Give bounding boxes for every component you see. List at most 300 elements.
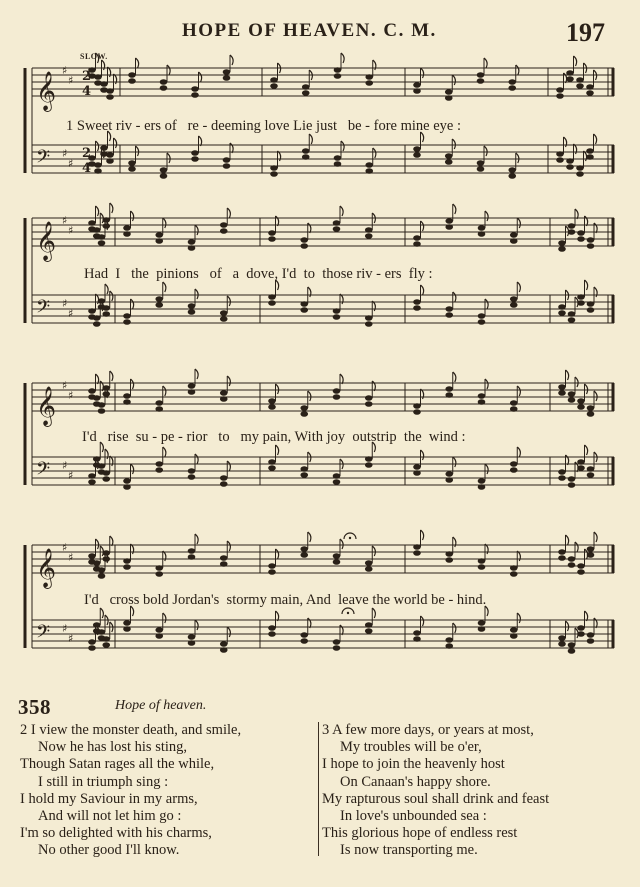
note-head [508, 167, 516, 173]
verse-line: 2 I view the monster death, and smile, [20, 722, 242, 738]
verse-line: I still in triumph sing : [38, 773, 169, 790]
note-head [365, 74, 373, 80]
note-head [220, 222, 228, 228]
note-head [268, 404, 276, 410]
note-head [223, 69, 231, 75]
sharp-icon: ♯ [62, 214, 68, 227]
note-head [510, 406, 518, 412]
note-head [558, 555, 566, 561]
note-head [300, 638, 308, 644]
note-head [302, 84, 310, 90]
note-head [88, 553, 96, 559]
note-head [123, 225, 131, 231]
note-head [98, 463, 106, 469]
note-head [568, 223, 576, 229]
time-signature: 2 [82, 69, 92, 84]
note-head [191, 150, 199, 156]
note-head [556, 93, 564, 99]
note-head [508, 79, 516, 85]
treble-clef-icon: 𝄞 [36, 71, 57, 111]
note-head [94, 162, 102, 168]
note-head [477, 160, 485, 166]
note-head [128, 72, 136, 78]
note-head [477, 78, 485, 84]
note-head [576, 83, 584, 89]
note-head [300, 307, 308, 313]
note-head [365, 168, 373, 174]
note-head [478, 313, 486, 319]
note-head [576, 77, 584, 83]
time-signature: 4 [82, 84, 92, 99]
note-head [365, 395, 373, 401]
note-head [577, 569, 585, 575]
note-head [155, 461, 163, 467]
note-head [576, 165, 584, 171]
note-head [413, 82, 421, 88]
note-head [188, 640, 196, 646]
note-head [510, 461, 518, 467]
lyric-line-4: I'd cross bold Jordan's stormy main, And leave the world be - hind. [84, 592, 487, 608]
note-head [94, 74, 102, 80]
note-head [577, 230, 585, 236]
note-head [558, 475, 566, 481]
note-head [155, 571, 163, 577]
sharp-icon: ♯ [68, 469, 74, 482]
note-head [365, 456, 373, 462]
sharp-icon: ♯ [68, 389, 74, 402]
verse-line: Now he has lost his sting, [38, 739, 188, 756]
note-head [302, 154, 310, 160]
sharp-icon: ♯ [68, 74, 74, 87]
note-head [556, 157, 564, 163]
note-head [155, 238, 163, 244]
note-head [268, 459, 276, 465]
note-head [188, 634, 196, 640]
sharp-icon: ♯ [68, 307, 74, 320]
note-head [568, 642, 576, 648]
note-head [106, 152, 114, 158]
note-head [333, 645, 341, 651]
note-head [587, 552, 595, 558]
note-head [478, 564, 486, 570]
sharp-icon: ♯ [62, 459, 68, 472]
lyric-line-2: Had I the pinions of a dove, I'd to those riv - ers fly : [84, 266, 433, 282]
note-head [586, 90, 594, 96]
note-head [478, 626, 486, 632]
note-head [188, 554, 196, 560]
note-head [577, 459, 585, 465]
note-head [268, 563, 276, 569]
note-head [102, 385, 110, 391]
note-head [333, 226, 341, 232]
sharp-icon: ♯ [68, 157, 74, 170]
note-head [365, 80, 373, 86]
note-head [123, 319, 131, 325]
note-head [558, 240, 566, 246]
note-head [94, 168, 102, 174]
note-head [93, 227, 101, 233]
note-head [300, 301, 308, 307]
verse-line: On Canaan's happy shore. [340, 773, 491, 790]
note-head [577, 631, 585, 637]
note-head [478, 319, 486, 325]
verse-line: Though Satan rages all the while, [20, 756, 215, 773]
bass-clef-icon: 𝄢 [36, 147, 51, 172]
note-head [188, 245, 196, 251]
note-head [365, 622, 373, 628]
note-head [220, 641, 228, 647]
note-head [88, 479, 96, 485]
note-head [128, 160, 136, 166]
note-head [365, 315, 373, 321]
note-head [478, 478, 486, 484]
note-head [334, 155, 342, 161]
note-head [333, 308, 341, 314]
note-head [188, 548, 196, 554]
note-head [587, 301, 595, 307]
verse-column-right [322, 722, 549, 860]
note-head [413, 464, 421, 470]
note-head [188, 474, 196, 480]
note-head [268, 631, 276, 637]
note-head [510, 302, 518, 308]
note-head [365, 462, 373, 468]
note-head [300, 466, 308, 472]
note-head [300, 411, 308, 417]
note-head [413, 152, 421, 158]
note-head [587, 307, 595, 313]
note-head [191, 156, 199, 162]
note-head [445, 224, 453, 230]
verse-line: I hope to join the heavenly host [322, 756, 505, 773]
sharp-icon: ♯ [62, 147, 68, 160]
note-head [155, 232, 163, 238]
page-number: 197 [566, 18, 605, 47]
note-head [160, 85, 168, 91]
note-head [413, 305, 421, 311]
time-signature: 4 [82, 161, 92, 176]
note-head [445, 386, 453, 392]
note-head [93, 321, 101, 327]
bass-clef-icon: 𝄢 [36, 622, 51, 647]
verse-line: My rapturous soul shall drink and feast [322, 790, 550, 807]
note-head [586, 84, 594, 90]
note-head [510, 400, 518, 406]
note-head [220, 481, 228, 487]
note-head [88, 639, 96, 645]
sharp-icon: ♯ [62, 64, 68, 77]
verse-column-left [20, 722, 241, 860]
note-head [102, 470, 110, 476]
note-head [102, 223, 110, 229]
note-head [568, 397, 576, 403]
treble-clef-icon: 𝄞 [36, 221, 57, 261]
note-head [123, 564, 131, 570]
note-head [268, 625, 276, 631]
note-head [333, 314, 341, 320]
note-head [577, 294, 585, 300]
note-head [586, 148, 594, 154]
verse-line: And will not let him go : [38, 808, 182, 825]
note-head [191, 92, 199, 98]
note-head [123, 313, 131, 319]
note-head [102, 305, 110, 311]
note-head [334, 67, 342, 73]
note-head [587, 632, 595, 638]
note-head [577, 404, 585, 410]
note-head [568, 556, 576, 562]
note-head [270, 165, 278, 171]
verse-line: No other good I'll know. [38, 842, 180, 859]
note-head [300, 546, 308, 552]
note-head [223, 163, 231, 169]
note-head [566, 70, 574, 76]
note-head [577, 398, 585, 404]
note-head [100, 145, 108, 151]
time-signature: 2 [82, 146, 92, 161]
note-head [478, 558, 486, 564]
note-head [510, 467, 518, 473]
note-head [220, 310, 228, 316]
note-head [445, 637, 453, 643]
note-head [556, 87, 564, 93]
lyric-line-1: 1 Sweet riv - ers of re - deeming love Lie just be - fore mine eye : [66, 118, 461, 134]
note-head [106, 158, 114, 164]
note-head [413, 146, 421, 152]
note-head [413, 299, 421, 305]
note-head [510, 232, 518, 238]
note-head [577, 300, 585, 306]
note-head [568, 482, 576, 488]
note-head [220, 555, 228, 561]
note-head [413, 403, 421, 409]
note-head [478, 620, 486, 626]
note-head [93, 560, 101, 566]
note-head [220, 316, 228, 322]
note-head [510, 627, 518, 633]
note-head [100, 81, 108, 87]
note-head [123, 626, 131, 632]
note-head [155, 296, 163, 302]
note-head [333, 479, 341, 485]
bass-clef-icon: 𝄢 [36, 459, 51, 484]
note-head [106, 94, 114, 100]
note-head [445, 551, 453, 557]
note-head [93, 456, 101, 462]
note-head [478, 231, 486, 237]
note-head [188, 303, 196, 309]
note-head [106, 88, 114, 94]
note-head [577, 563, 585, 569]
note-head [413, 544, 421, 550]
note-head [333, 394, 341, 400]
note-head [220, 561, 228, 567]
sharp-icon: ♯ [68, 224, 74, 237]
note-head [577, 236, 585, 242]
note-head [365, 566, 373, 572]
note-head [478, 393, 486, 399]
note-head [102, 636, 110, 642]
note-head [220, 396, 228, 402]
note-head [93, 622, 101, 628]
note-head [558, 390, 566, 396]
note-head [93, 315, 101, 321]
note-head [568, 648, 576, 654]
note-head [220, 647, 228, 653]
note-head [300, 243, 308, 249]
note-head [128, 166, 136, 172]
note-head [413, 470, 421, 476]
note-head [102, 642, 110, 648]
note-head [268, 236, 276, 242]
note-head [155, 627, 163, 633]
note-head [155, 633, 163, 639]
lyric-line-3: I'd rise su - pe - rior to my pain, With joy outstrip the wind : [82, 429, 466, 445]
note-head [220, 228, 228, 234]
note-head [365, 233, 373, 239]
note-head [98, 240, 106, 246]
note-head [220, 475, 228, 481]
note-head [413, 88, 421, 94]
note-head [160, 173, 168, 179]
note-head [268, 398, 276, 404]
note-head [445, 557, 453, 563]
treble-clef-icon: 𝄞 [36, 386, 57, 426]
note-head [576, 171, 584, 177]
note-head [566, 164, 574, 170]
note-head [568, 476, 576, 482]
note-head [566, 158, 574, 164]
note-head [365, 401, 373, 407]
note-head [568, 391, 576, 397]
note-head [333, 553, 341, 559]
note-head [98, 402, 106, 408]
note-head [365, 227, 373, 233]
note-head [300, 552, 308, 558]
note-head [508, 85, 516, 91]
bass-clef-icon: 𝄢 [36, 297, 51, 322]
treble-clef-icon: 𝄞 [36, 548, 57, 588]
note-head [445, 643, 453, 649]
note-head [155, 565, 163, 571]
note-head [102, 476, 110, 482]
note-head [334, 73, 342, 79]
note-head [413, 235, 421, 241]
tempo-marking: SLOW. [80, 52, 108, 61]
note-head [123, 478, 131, 484]
note-head [577, 465, 585, 471]
note-head [223, 157, 231, 163]
note-head [445, 89, 453, 95]
note-head [587, 546, 595, 552]
note-head [587, 243, 595, 249]
note-head [102, 391, 110, 397]
hymn-title: HOPE OF HEAVEN. C. M. [182, 20, 437, 41]
note-head [587, 638, 595, 644]
note-head [333, 559, 341, 565]
hymn-subtitle: Hope of heaven. [115, 698, 207, 713]
note-head [445, 471, 453, 477]
note-head [102, 550, 110, 556]
note-head [98, 298, 106, 304]
note-head [155, 467, 163, 473]
note-head [445, 392, 453, 398]
note-head [123, 393, 131, 399]
note-head [123, 620, 131, 626]
note-head [568, 562, 576, 568]
note-head [510, 571, 518, 577]
note-head [587, 466, 595, 472]
note-head [188, 239, 196, 245]
note-head [88, 220, 96, 226]
verse-line: In love's unbounded sea : [340, 808, 487, 825]
note-head [365, 162, 373, 168]
note-head [300, 405, 308, 411]
note-head [365, 628, 373, 634]
note-head [155, 406, 163, 412]
note-head [577, 625, 585, 631]
verse-line: I'm so delighted with his charms, [20, 825, 212, 842]
sharp-icon: ♯ [62, 379, 68, 392]
note-head [568, 229, 576, 235]
note-head [98, 573, 106, 579]
note-head [220, 390, 228, 396]
note-head [268, 294, 276, 300]
note-head [188, 383, 196, 389]
verse-line: 3 A few more days, or years at most, [322, 722, 534, 738]
note-head [587, 405, 595, 411]
note-head [510, 238, 518, 244]
note-head [268, 465, 276, 471]
note-head [333, 639, 341, 645]
note-head [268, 300, 276, 306]
note-head [365, 560, 373, 566]
note-head [445, 218, 453, 224]
note-head [270, 83, 278, 89]
note-head [568, 317, 576, 323]
note-head [558, 549, 566, 555]
note-head [160, 79, 168, 85]
note-head [510, 633, 518, 639]
note-head [123, 231, 131, 237]
note-head [98, 629, 106, 635]
note-head [568, 311, 576, 317]
note-head [477, 166, 485, 172]
note-head [558, 384, 566, 390]
note-head [128, 78, 136, 84]
note-head [558, 469, 566, 475]
note-head [413, 636, 421, 642]
note-head [88, 308, 96, 314]
fermata-dot [347, 612, 349, 614]
note-head [477, 72, 485, 78]
note-head [445, 153, 453, 159]
sharp-icon: ♯ [62, 622, 68, 635]
sharp-icon: ♯ [68, 632, 74, 645]
note-head [88, 388, 96, 394]
note-head [102, 311, 110, 317]
verse-line: My troubles will be o'er, [340, 739, 482, 756]
note-head [558, 304, 566, 310]
note-head [445, 306, 453, 312]
note-head [333, 220, 341, 226]
note-head [445, 159, 453, 165]
note-head [586, 154, 594, 160]
note-head [123, 399, 131, 405]
note-head [413, 630, 421, 636]
sharp-icon: ♯ [62, 541, 68, 554]
note-head [98, 408, 106, 414]
